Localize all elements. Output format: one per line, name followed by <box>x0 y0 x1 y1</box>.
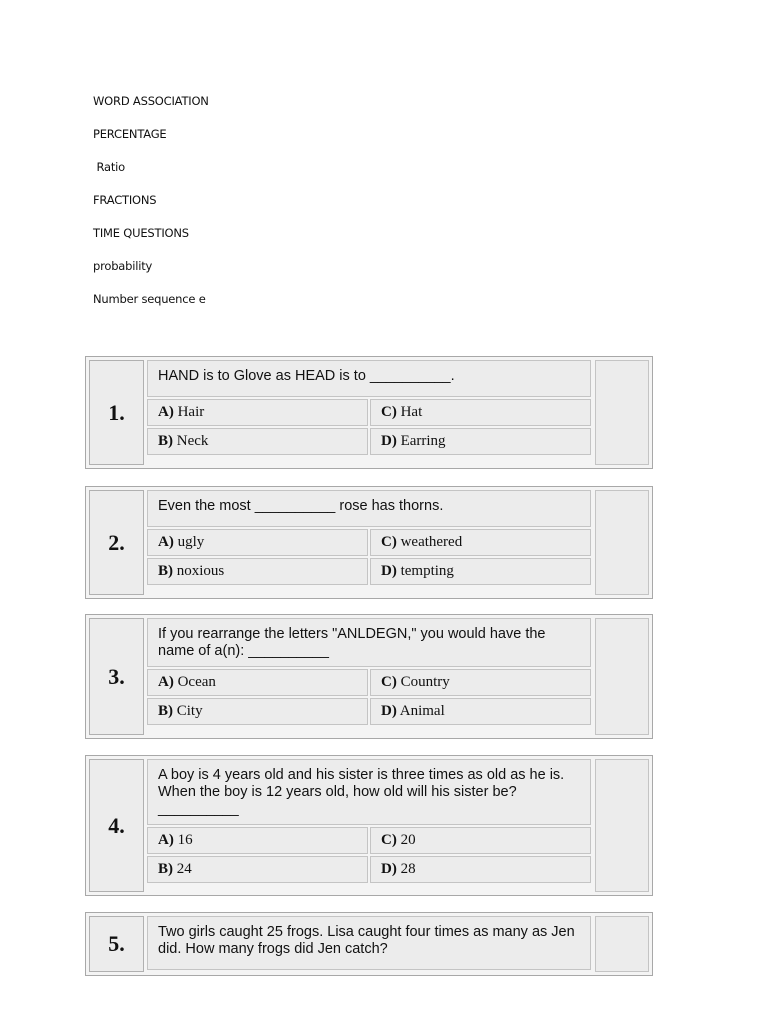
answer-option-d[interactable] <box>370 428 591 455</box>
option-text: noxious <box>173 563 225 579</box>
answer-option-d[interactable] <box>370 856 591 883</box>
option-letter: A) <box>158 674 174 690</box>
topic-item: FRACTIONS <box>93 193 157 207</box>
option-text: Animal <box>396 703 445 719</box>
option-letter: D) <box>381 861 397 877</box>
option-letter: A) <box>158 832 174 848</box>
option-text: ugly <box>173 534 205 550</box>
topic-item: probability <box>93 259 153 273</box>
option-text: 16 <box>173 832 193 848</box>
answer-option-c[interactable] <box>370 529 591 556</box>
topic-item: Number sequence e <box>93 292 206 306</box>
answer-option-a[interactable] <box>147 399 368 426</box>
question-card-3 <box>85 614 653 739</box>
question-card-4 <box>85 755 653 896</box>
question-text: A boy is 4 years old and his sister is three times as old as he is. When the boy is 12 years old, how old will his sister be? __________ <box>147 759 591 825</box>
answer-option-a[interactable] <box>147 827 368 854</box>
answer-option-b[interactable] <box>147 698 368 725</box>
option-text: 28 <box>396 861 416 877</box>
question-text: If you rearrange the letters "ANLDEGN," you would have the name of a(n): __________ <box>147 618 591 667</box>
option-letter: B) <box>158 563 173 579</box>
option-letter: C) <box>381 404 397 420</box>
option-letter: B) <box>158 861 173 877</box>
answer-box <box>595 490 649 595</box>
option-text: Ocean <box>173 674 216 690</box>
answer-option-c[interactable] <box>370 669 591 696</box>
option-text: Country <box>396 674 450 690</box>
option-letter: B) <box>158 703 173 719</box>
option-text: Earring <box>396 433 446 449</box>
question-number: 1. <box>89 360 144 465</box>
answer-option-c[interactable] <box>370 827 591 854</box>
question-number: 2. <box>89 490 144 595</box>
topic-item: WORD ASSOCIATION <box>93 94 209 108</box>
question-text: Two girls caught 25 frogs. Lisa caught four times as many as Jen did. How many frogs did Jen catch? <box>147 916 591 970</box>
option-text: 24 <box>173 861 192 877</box>
option-letter: C) <box>381 534 397 550</box>
answer-option-b[interactable] <box>147 558 368 585</box>
option-text: 20 <box>396 832 416 848</box>
question-card-5 <box>85 912 653 976</box>
option-letter: B) <box>158 433 173 449</box>
option-text: tempting <box>396 563 454 579</box>
option-letter: C) <box>381 674 397 690</box>
option-text: Neck <box>173 433 209 449</box>
question-card-2 <box>85 486 653 599</box>
option-text: Hat <box>396 404 423 420</box>
answer-box <box>595 618 649 735</box>
option-letter: C) <box>381 832 397 848</box>
answer-option-c[interactable] <box>370 399 591 426</box>
option-text: Hair <box>173 404 205 420</box>
question-text: HAND is to Glove as HEAD is to __________. <box>147 360 591 397</box>
question-number: 5. <box>89 916 144 972</box>
question-number: 3. <box>89 618 144 735</box>
topic-item: Ratio <box>93 160 125 174</box>
question-number: 4. <box>89 759 144 892</box>
topic-item: TIME QUESTIONS <box>93 226 189 240</box>
option-letter: A) <box>158 534 174 550</box>
answer-option-d[interactable] <box>370 698 591 725</box>
answer-box <box>595 759 649 892</box>
option-letter: D) <box>381 433 397 449</box>
answer-box <box>595 916 649 972</box>
answer-option-b[interactable] <box>147 428 368 455</box>
answer-option-b[interactable] <box>147 856 368 883</box>
topic-list <box>93 93 209 324</box>
answer-option-a[interactable] <box>147 529 368 556</box>
option-text: weathered <box>396 534 463 550</box>
option-letter: A) <box>158 404 174 420</box>
topic-item: PERCENTAGE <box>93 127 167 141</box>
question-card-1 <box>85 356 653 469</box>
question-text: Even the most __________ rose has thorns. <box>147 490 591 527</box>
option-text: City <box>173 703 203 719</box>
answer-option-d[interactable] <box>370 558 591 585</box>
option-letter: D) <box>381 563 397 579</box>
answer-option-a[interactable] <box>147 669 368 696</box>
answer-box <box>595 360 649 465</box>
option-letter: D) <box>381 703 397 719</box>
